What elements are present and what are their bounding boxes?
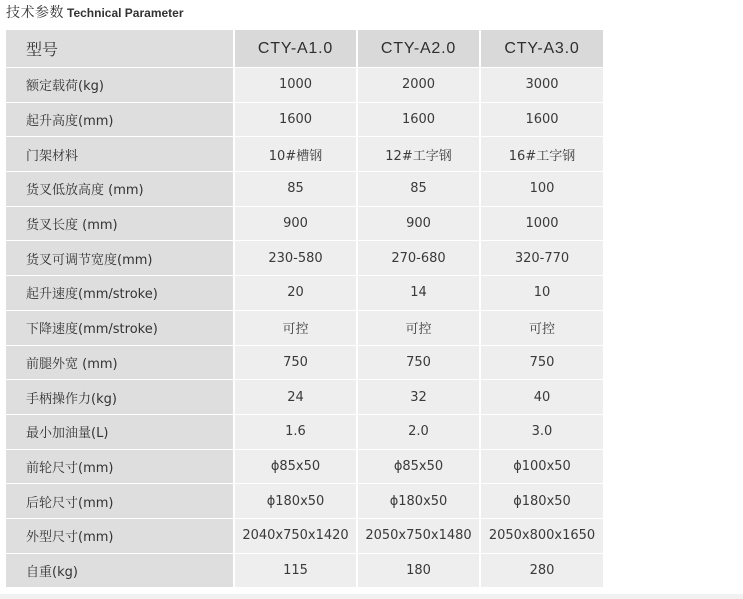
row-value-model-1: ϕ180x50 [233, 484, 356, 519]
header-model-3: CTY-A3.0 [479, 30, 603, 68]
row-value-model-1: 10#槽钢 [233, 137, 356, 172]
row-label: 起升速度(mm/stroke) [6, 276, 233, 311]
row-label: 额定载荷(kg) [6, 68, 233, 103]
table-row [6, 519, 603, 554]
section-heading [6, 2, 184, 22]
table-row [6, 103, 603, 138]
bottom-strip [0, 594, 743, 599]
row-value-model-1: 900 [233, 207, 356, 242]
row-label: 前轮尺寸(mm) [6, 450, 233, 485]
row-value-model-3: 3.0 [479, 415, 603, 450]
heading-english: Technical Parameter [67, 6, 184, 20]
row-value-model-3: 1000 [479, 207, 603, 242]
row-value-model-2: 900 [356, 207, 479, 242]
row-value-model-1: 可控 [233, 311, 356, 346]
table-row [6, 241, 603, 276]
table-row [6, 380, 603, 415]
row-value-model-3: 1600 [479, 103, 603, 138]
table-row [6, 172, 603, 207]
header-model-label: 型号 [6, 30, 233, 68]
row-value-model-3: 40 [479, 380, 603, 415]
row-value-model-2: 2050x750x1480 [356, 519, 479, 554]
row-value-model-3: 16#工字钢 [479, 137, 603, 172]
table-row [6, 207, 603, 242]
row-value-model-1: 1000 [233, 68, 356, 103]
row-value-model-3: 100 [479, 172, 603, 207]
row-label: 货叉长度 (mm) [6, 207, 233, 242]
table-row [6, 450, 603, 485]
row-value-model-2: 可控 [356, 311, 479, 346]
row-value-model-3: 可控 [479, 311, 603, 346]
row-label: 外型尺寸(mm) [6, 519, 233, 554]
row-value-model-2: 14 [356, 276, 479, 311]
row-value-model-3: 280 [479, 554, 603, 589]
table-row [6, 346, 603, 381]
row-value-model-2: 1600 [356, 103, 479, 138]
table-row [6, 554, 603, 589]
row-label: 前腿外宽 (mm) [6, 346, 233, 381]
row-label: 自重(kg) [6, 554, 233, 589]
row-value-model-1: 115 [233, 554, 356, 589]
row-value-model-3: 10 [479, 276, 603, 311]
row-label: 最小加油量(L) [6, 415, 233, 450]
row-value-model-3: 750 [479, 346, 603, 381]
table-body [6, 68, 603, 588]
row-label: 门架材料 [6, 137, 233, 172]
heading-chinese: 技术参数 [6, 5, 64, 21]
row-value-model-3: ϕ100x50 [479, 450, 603, 485]
row-label: 手柄操作力(kg) [6, 380, 233, 415]
row-value-model-3: 3000 [479, 68, 603, 103]
row-value-model-1: 85 [233, 172, 356, 207]
row-value-model-2: 2000 [356, 68, 479, 103]
table-row [6, 68, 603, 103]
row-value-model-1: 2040x750x1420 [233, 519, 356, 554]
header-model-1: CTY-A1.0 [233, 30, 356, 68]
row-value-model-2: ϕ180x50 [356, 484, 479, 519]
row-value-model-1: 1.6 [233, 415, 356, 450]
row-value-model-2: 750 [356, 346, 479, 381]
header-model-2: CTY-A2.0 [356, 30, 479, 68]
row-value-model-2: 32 [356, 380, 479, 415]
table-header-row [6, 30, 603, 68]
row-value-model-2: ϕ85x50 [356, 450, 479, 485]
spec-table [6, 30, 603, 588]
row-value-model-2: 12#工字钢 [356, 137, 479, 172]
row-label: 货叉可调节宽度(mm) [6, 241, 233, 276]
table-row [6, 137, 603, 172]
row-value-model-1: 230-580 [233, 241, 356, 276]
row-value-model-3: ϕ180x50 [479, 484, 603, 519]
row-value-model-1: 750 [233, 346, 356, 381]
table-row [6, 415, 603, 450]
table-row [6, 276, 603, 311]
row-value-model-2: 180 [356, 554, 479, 589]
row-value-model-2: 85 [356, 172, 479, 207]
row-value-model-3: 2050x800x1650 [479, 519, 603, 554]
table-row [6, 484, 603, 519]
row-value-model-1: 20 [233, 276, 356, 311]
table-row [6, 311, 603, 346]
row-label: 货叉低放高度 (mm) [6, 172, 233, 207]
row-value-model-2: 2.0 [356, 415, 479, 450]
row-value-model-3: 320-770 [479, 241, 603, 276]
row-label: 起升高度(mm) [6, 103, 233, 138]
row-value-model-1: 1600 [233, 103, 356, 138]
row-value-model-2: 270-680 [356, 241, 479, 276]
row-value-model-1: ϕ85x50 [233, 450, 356, 485]
row-label: 后轮尺寸(mm) [6, 484, 233, 519]
row-value-model-1: 24 [233, 380, 356, 415]
row-label: 下降速度(mm/stroke) [6, 311, 233, 346]
